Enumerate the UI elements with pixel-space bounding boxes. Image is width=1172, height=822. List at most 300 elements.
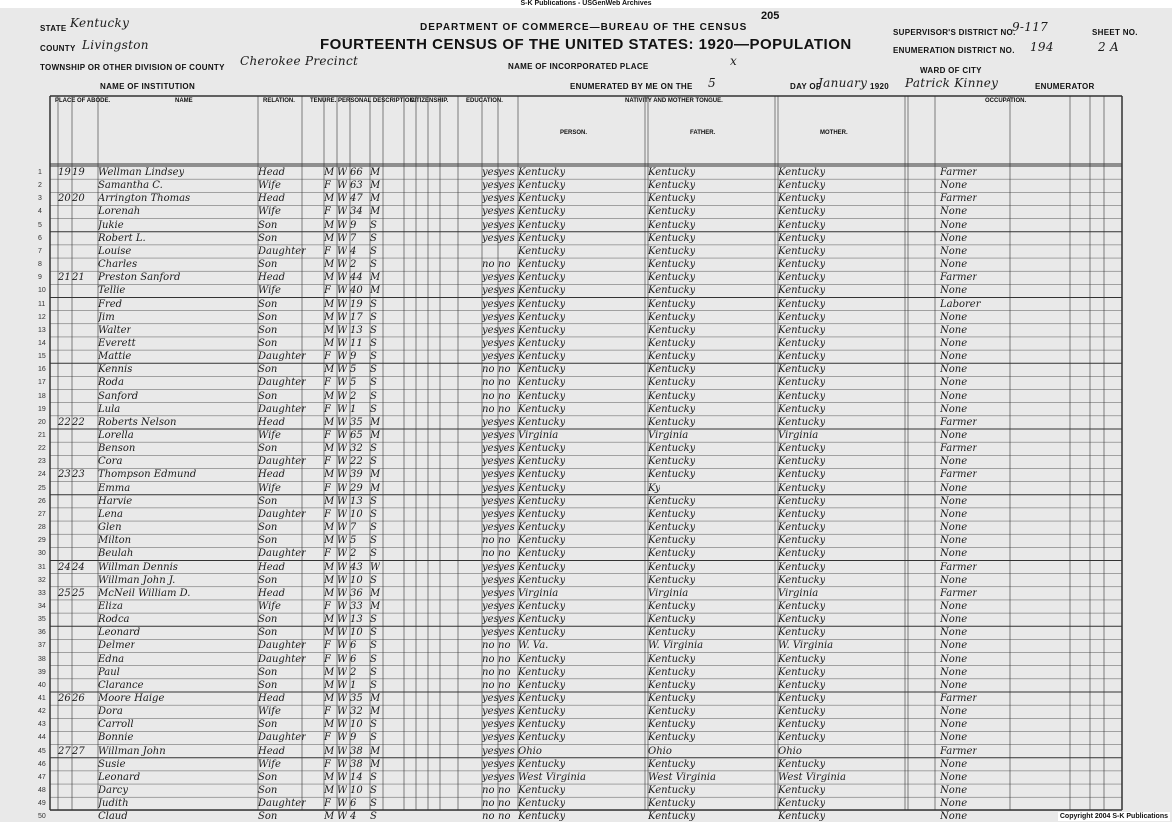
table-row	[38, 587, 1122, 600]
race: W	[337, 798, 348, 810]
can-write: yes	[498, 272, 515, 284]
table-row	[38, 705, 1122, 718]
occupation: None	[940, 311, 968, 323]
table-row	[38, 547, 1122, 560]
person-name: Susie	[98, 758, 126, 770]
marital-status: M	[370, 745, 381, 757]
line-number: 45	[38, 747, 46, 755]
line-number: 35	[38, 616, 46, 624]
person-name: Lula	[98, 403, 121, 415]
mother-birthplace: Kentucky	[778, 600, 826, 612]
occupation: None	[940, 390, 968, 402]
mother-birthplace: Kentucky	[778, 561, 826, 573]
sex: M	[324, 272, 335, 284]
race: W	[337, 495, 348, 507]
relation: Head	[258, 587, 286, 599]
line-number: 18	[38, 392, 46, 400]
person-name: Everett	[98, 337, 136, 349]
can-write: no	[498, 653, 511, 665]
birthplace: Kentucky	[518, 219, 566, 231]
sex: F	[324, 548, 331, 560]
birthplace: Kentucky	[518, 364, 566, 376]
occupation: Farmer	[940, 561, 978, 573]
can-write: no	[498, 811, 511, 822]
age: 22	[350, 456, 363, 468]
can-write: yes	[498, 180, 515, 192]
age: 10	[350, 574, 363, 586]
age: 11	[350, 337, 363, 349]
father-birthplace: Kentucky	[648, 193, 696, 205]
can-read: no	[482, 259, 495, 271]
line-number: 20	[38, 418, 46, 426]
can-read: no	[482, 666, 495, 678]
marital-status: M	[370, 430, 381, 441]
birthplace: Kentucky	[518, 456, 566, 468]
occupation: Farmer	[940, 167, 978, 178]
father-birthplace: Kentucky	[648, 653, 696, 665]
occupation: None	[940, 548, 968, 560]
can-write: yes	[498, 443, 515, 455]
can-read: yes	[482, 706, 499, 718]
can-read: no	[482, 811, 495, 822]
occupation: None	[940, 324, 968, 336]
occupation: None	[940, 679, 968, 691]
line-number: 13	[38, 326, 46, 334]
occupation: None	[940, 219, 968, 231]
can-write: no	[498, 259, 511, 271]
table-row	[38, 245, 1122, 258]
relation: Wife	[258, 180, 281, 192]
can-read: yes	[482, 627, 499, 639]
marital-status: S	[370, 640, 377, 652]
mother-birthplace: Kentucky	[778, 351, 826, 363]
person-name: Wellman Lindsey	[98, 167, 185, 178]
occupation: None	[940, 535, 968, 547]
can-write: yes	[498, 337, 515, 349]
table-row	[38, 784, 1122, 797]
table-row	[38, 284, 1122, 297]
table-row	[38, 692, 1122, 705]
table-row	[38, 271, 1122, 284]
mother-birthplace: Kentucky	[778, 706, 826, 718]
table-row	[38, 508, 1122, 521]
age: 2	[350, 259, 357, 271]
can-write: yes	[498, 508, 515, 520]
race: W	[337, 482, 348, 494]
occupation: None	[940, 232, 968, 244]
table-row	[38, 653, 1122, 666]
table-row	[38, 797, 1122, 810]
relation: Daughter	[258, 548, 306, 560]
occupation: Farmer	[940, 469, 978, 481]
birthplace: Kentucky	[518, 785, 566, 797]
relation: Head	[258, 561, 286, 573]
age: 13	[350, 495, 363, 507]
age: 10	[350, 627, 363, 639]
marital-status: S	[370, 732, 377, 744]
marital-status: S	[370, 574, 377, 586]
birthplace: Kentucky	[518, 508, 566, 520]
can-read: yes	[482, 482, 499, 494]
sex: M	[324, 771, 335, 783]
line-number: 26	[38, 497, 46, 505]
father-birthplace: Kentucky	[648, 561, 696, 573]
occupation: None	[940, 719, 968, 731]
sex: M	[324, 811, 335, 822]
mother-birthplace: Kentucky	[778, 259, 826, 271]
person-name: Benson	[98, 443, 136, 455]
marital-status: S	[370, 232, 377, 244]
mother-birthplace: Ohio	[778, 745, 802, 757]
table-row	[38, 468, 1122, 481]
occupation: Farmer	[940, 272, 978, 284]
can-read: yes	[482, 193, 499, 205]
incorporated-value: x	[730, 54, 738, 68]
race: W	[337, 193, 348, 205]
can-write: yes	[498, 482, 515, 494]
mother-birthplace: W. Virginia	[778, 640, 834, 652]
father-birthplace: Kentucky	[648, 285, 696, 297]
line-number: 48	[38, 787, 46, 795]
marital-status: S	[370, 259, 377, 271]
age: 35	[350, 693, 363, 704]
race: W	[337, 666, 348, 678]
person-name: Glen	[98, 522, 122, 534]
mother-birthplace: Kentucky	[778, 337, 826, 349]
line-number: 7	[38, 247, 42, 255]
marital-status: S	[370, 508, 377, 520]
person-name: Jukie	[98, 219, 124, 231]
line-number: 3	[38, 195, 42, 203]
can-write: no	[498, 364, 511, 376]
sex: F	[324, 798, 331, 810]
mother-birthplace: Kentucky	[778, 666, 826, 678]
birthplace: Kentucky	[518, 245, 566, 257]
relation: Son	[258, 535, 278, 547]
age: 38	[350, 745, 363, 757]
age: 6	[350, 798, 357, 810]
father-birthplace: Kentucky	[648, 456, 696, 468]
race: W	[337, 587, 348, 599]
mother-birthplace: Kentucky	[778, 719, 826, 731]
race: W	[337, 364, 348, 376]
race: W	[337, 377, 348, 389]
occupation: None	[940, 495, 968, 507]
relation: Head	[258, 693, 286, 704]
dwelling-number: 25	[58, 587, 71, 599]
father-birthplace: Kentucky	[648, 574, 696, 586]
mother-birthplace: Kentucky	[778, 456, 826, 468]
sex: F	[324, 482, 331, 494]
mother-birthplace: Kentucky	[778, 469, 826, 481]
race: W	[337, 508, 348, 520]
family-number: 21	[72, 272, 85, 284]
birthplace: Virginia	[518, 587, 559, 599]
can-read: yes	[482, 574, 499, 586]
table-row	[38, 390, 1122, 403]
marital-status: S	[370, 719, 377, 731]
can-read: no	[482, 403, 495, 415]
can-read: yes	[482, 430, 499, 441]
occupation: None	[940, 614, 968, 626]
can-read: no	[482, 377, 495, 389]
sex: M	[324, 785, 335, 797]
occupation: Farmer	[940, 693, 978, 704]
table-row	[38, 232, 1122, 245]
line-number: 21	[38, 432, 46, 439]
age: 29	[350, 482, 363, 494]
mother-birthplace: Kentucky	[778, 758, 826, 770]
can-write: no	[498, 377, 511, 389]
relation: Daughter	[258, 640, 306, 652]
can-write: no	[498, 403, 511, 415]
marital-status: S	[370, 337, 377, 349]
marital-status: S	[370, 627, 377, 639]
sex: F	[324, 732, 331, 744]
mother-birthplace: Kentucky	[778, 232, 826, 244]
race: W	[337, 390, 348, 402]
line-number: 38	[38, 655, 46, 663]
marital-status: M	[370, 693, 381, 704]
table-row	[38, 679, 1122, 692]
table-row	[38, 455, 1122, 468]
can-read: yes	[482, 469, 499, 481]
can-read: yes	[482, 745, 499, 757]
occupation: None	[940, 403, 968, 415]
relation: Son	[258, 259, 278, 271]
mother-birthplace: Kentucky	[778, 219, 826, 231]
race: W	[337, 693, 348, 704]
age: 10	[350, 719, 363, 731]
marital-status: M	[370, 706, 381, 718]
col-relation: RELATION.	[263, 98, 295, 104]
can-write: yes	[498, 561, 515, 573]
table-row	[38, 363, 1122, 376]
occupation: None	[940, 758, 968, 770]
person-name: Roberts Nelson	[98, 416, 177, 428]
person-name: Cora	[98, 456, 123, 468]
birthplace: Kentucky	[518, 167, 566, 178]
sex: M	[324, 416, 335, 428]
can-write: yes	[498, 206, 515, 218]
sex: M	[324, 561, 335, 573]
father-birthplace: Kentucky	[648, 403, 696, 415]
can-write: yes	[498, 693, 515, 704]
occupation: None	[940, 482, 968, 494]
mother-birthplace: Kentucky	[778, 324, 826, 336]
marital-status: M	[370, 272, 381, 284]
age: 32	[350, 443, 363, 455]
line-number: 50	[38, 813, 46, 821]
table-row	[38, 219, 1122, 232]
can-write: yes	[498, 351, 515, 363]
marital-status: M	[370, 180, 381, 192]
enumerator-label: ENUMERATOR	[1035, 82, 1095, 91]
copyright-notice: Copyright 2004 S-K Publications	[1059, 813, 1168, 820]
occupation: None	[940, 285, 968, 297]
family-number: 26	[72, 693, 85, 704]
can-read: yes	[482, 614, 499, 626]
race: W	[337, 443, 348, 455]
supervisor-value: 9-117	[1012, 20, 1049, 34]
person-name: Mattie	[98, 351, 132, 363]
county-label: COUNTY	[40, 44, 76, 53]
can-write: yes	[498, 587, 515, 599]
line-number: 4	[38, 208, 42, 216]
race: W	[337, 758, 348, 770]
relation: Wife	[258, 758, 281, 770]
race: W	[337, 324, 348, 336]
marital-status: S	[370, 364, 377, 376]
can-read: yes	[482, 693, 499, 704]
person-name: Leonard	[98, 627, 141, 639]
age: 38	[350, 758, 363, 770]
person-name: Delmer	[98, 640, 136, 652]
marital-status: S	[370, 351, 377, 363]
sex: M	[324, 679, 335, 691]
age: 40	[350, 285, 363, 297]
birthplace: Kentucky	[518, 272, 566, 284]
birthplace: Kentucky	[518, 206, 566, 218]
age: 1	[350, 679, 357, 691]
birthplace: Kentucky	[518, 443, 566, 455]
mother-birthplace: Kentucky	[778, 403, 826, 415]
table-row	[38, 482, 1122, 495]
marital-status: S	[370, 311, 377, 323]
table-row	[38, 350, 1122, 363]
relation: Son	[258, 390, 278, 402]
mother-birthplace: Kentucky	[778, 679, 826, 691]
line-number: 15	[38, 353, 46, 361]
sex: M	[324, 298, 335, 310]
father-birthplace: Kentucky	[648, 259, 696, 271]
relation: Son	[258, 495, 278, 507]
race: W	[337, 232, 348, 244]
marital-status: S	[370, 443, 377, 455]
relation: Daughter	[258, 798, 306, 810]
line-number: 47	[38, 773, 46, 781]
can-read: yes	[482, 285, 499, 297]
line-number: 22	[38, 445, 46, 453]
marital-status: S	[370, 771, 377, 783]
race: W	[337, 785, 348, 797]
can-read: no	[482, 679, 495, 691]
dwelling-number: 23	[58, 469, 71, 481]
relation: Son	[258, 614, 278, 626]
relation: Wife	[258, 600, 281, 612]
age: 13	[350, 324, 363, 336]
birthplace: Kentucky	[518, 666, 566, 678]
birthplace: Kentucky	[518, 732, 566, 744]
marital-status: S	[370, 811, 377, 822]
relation: Daughter	[258, 508, 306, 520]
marital-status: S	[370, 495, 377, 507]
table-row	[38, 718, 1122, 731]
marital-status: S	[370, 614, 377, 626]
race: W	[337, 548, 348, 560]
mother-birthplace: Kentucky	[778, 298, 826, 310]
can-write: yes	[498, 706, 515, 718]
sex: F	[324, 640, 331, 652]
can-read: no	[482, 535, 495, 547]
age: 65	[350, 430, 363, 441]
race: W	[337, 298, 348, 310]
father-birthplace: Kentucky	[648, 206, 696, 218]
mother-birthplace: Kentucky	[778, 495, 826, 507]
race: W	[337, 679, 348, 691]
occupation: None	[940, 574, 968, 586]
col-place-of-abode: PLACE OF ABODE.	[55, 98, 111, 104]
sex: F	[324, 245, 331, 257]
marital-status: M	[370, 758, 381, 770]
table-row	[38, 429, 1122, 442]
age: 35	[350, 416, 363, 428]
father-birthplace: Ky	[648, 482, 661, 494]
birthplace: Kentucky	[518, 285, 566, 297]
can-write: yes	[498, 614, 515, 626]
department-heading: DEPARTMENT OF COMMERCE—BUREAU OF THE CENSUS	[420, 22, 748, 33]
enumeration-label: ENUMERATION DISTRICT NO.	[893, 46, 1015, 55]
sex: F	[324, 653, 331, 665]
father-birthplace: Kentucky	[648, 719, 696, 731]
person-name: Bonnie	[98, 732, 134, 744]
state-value: Kentucky	[70, 16, 130, 30]
table-row	[38, 639, 1122, 652]
table-row	[38, 179, 1122, 192]
sex: M	[324, 535, 335, 547]
mother-birthplace: Kentucky	[778, 377, 826, 389]
can-read: yes	[482, 587, 499, 599]
marital-status: S	[370, 548, 377, 560]
father-birthplace: Kentucky	[648, 495, 696, 507]
can-read: yes	[482, 232, 499, 244]
person-name: Lena	[98, 508, 123, 520]
sex: F	[324, 377, 331, 389]
race: W	[337, 745, 348, 757]
age: 9	[350, 351, 357, 363]
age: 7	[350, 232, 357, 244]
can-write: no	[498, 798, 511, 810]
person-name: Paul	[98, 666, 120, 678]
birthplace: Kentucky	[518, 535, 566, 547]
relation: Son	[258, 364, 278, 376]
line-number: 25	[38, 484, 46, 492]
father-birthplace: Kentucky	[648, 245, 696, 257]
person-name: Jim	[98, 311, 115, 323]
birthplace: Kentucky	[518, 351, 566, 363]
table-row	[38, 745, 1122, 758]
birthplace: Kentucky	[518, 614, 566, 626]
person-name: Roda	[98, 377, 124, 389]
race: W	[337, 811, 348, 822]
age: 2	[350, 666, 357, 678]
father-birthplace: Kentucky	[648, 469, 696, 481]
can-write: yes	[498, 732, 515, 744]
archive-banner: S-K Publications - USGenWeb Archives	[0, 0, 1172, 8]
mother-birthplace: Kentucky	[778, 272, 826, 284]
father-birthplace: Kentucky	[648, 298, 696, 310]
relation: Daughter	[258, 245, 306, 257]
relation: Head	[258, 469, 286, 481]
table-row	[38, 613, 1122, 626]
age: 39	[350, 469, 363, 481]
occupation: Farmer	[940, 587, 978, 599]
col-education: EDUCATION.	[466, 98, 503, 104]
can-read: yes	[482, 351, 499, 363]
relation: Daughter	[258, 403, 306, 415]
marital-status: S	[370, 298, 377, 310]
can-read: no	[482, 785, 495, 797]
